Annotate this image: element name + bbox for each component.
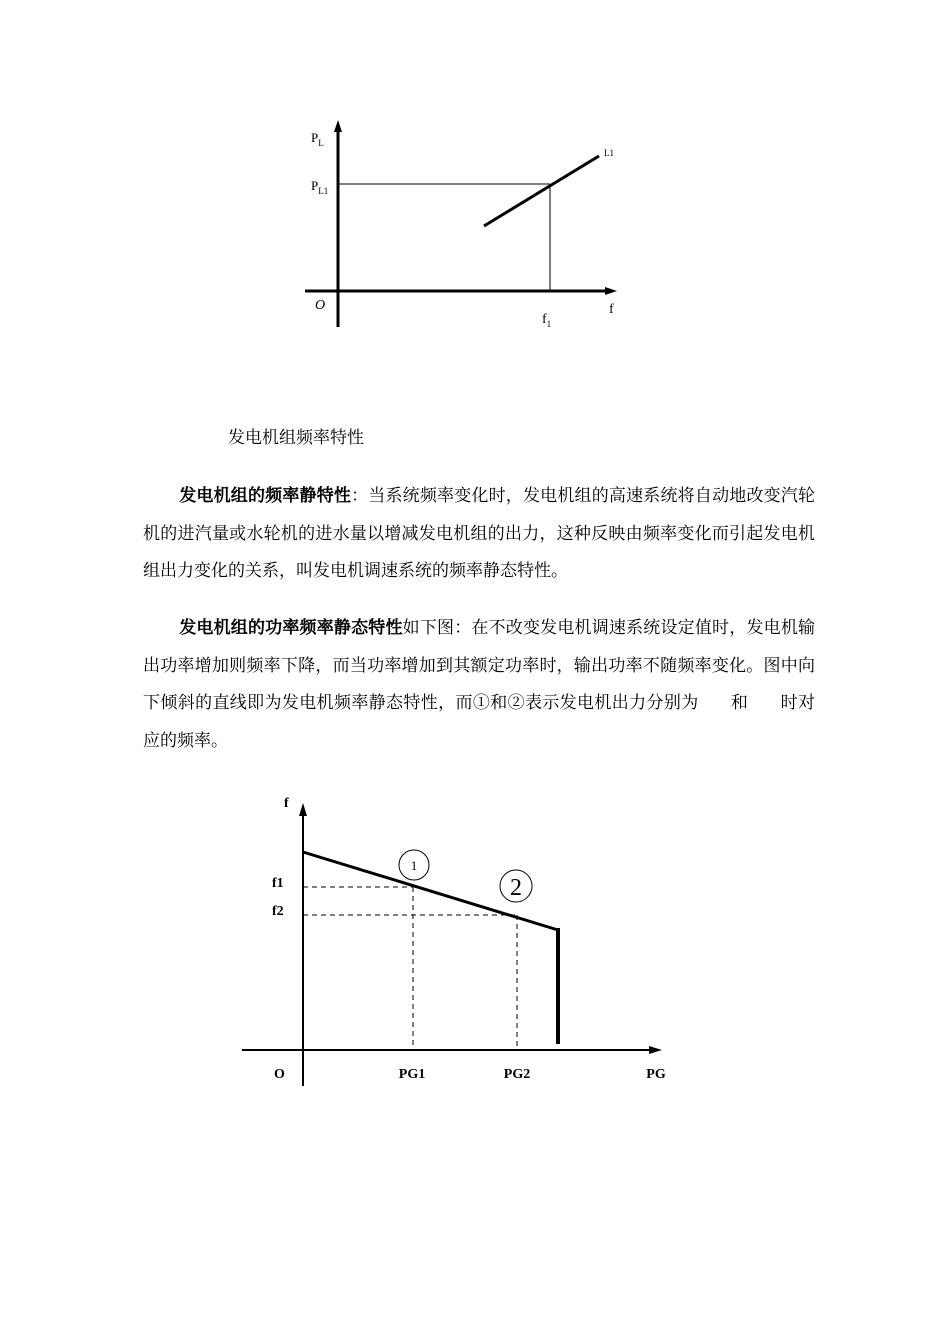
fig2-marker1-label: 1: [410, 858, 418, 873]
fig1-pl1-label: $P_{L1}$: [311, 178, 329, 196]
paragraph2-text-a: 如下图：在不改变发电机调速系统设定值时，发电机输出功率增加则频率下降，而当功率增加到其额定功率时，输出功率不随频率变化。图中向下倾斜的直线即为发电机频率静态特性，而①和②表示发电机出力分别为: [143, 618, 816, 713]
fig1-f1-label: $f_1$: [542, 312, 552, 329]
fig1-y-axis-label: $P_L$: [311, 130, 324, 148]
fig2-origin-label: O: [274, 1067, 285, 1082]
fig2-y-axis-label: f: [284, 796, 289, 811]
fig2-pg2-label: PG2: [503, 1067, 531, 1082]
figure1-caption: 发电机组频率特性: [228, 428, 364, 448]
fig2-x-arrow: [649, 1046, 662, 1054]
fig1-origin-label: O: [315, 298, 326, 313]
term-power-frequency: 发电机组的功率频率静态特性: [179, 618, 403, 638]
fig2-f1-label: f1: [272, 876, 284, 891]
fig2-x-axis-label: PG: [646, 1067, 666, 1082]
fig2-y-arrow: [299, 803, 307, 816]
fig2-pg1-label: PG1: [398, 1067, 426, 1082]
paragraph2-text-c: 时对应的频率。: [143, 693, 816, 751]
fig2-f2-label: f2: [272, 904, 284, 919]
paragraph1-text: ：当系统频率变化时，发电机组的高速系统将自动地改变汽轮机的进汽量或水轮机的进水量以增减发电机组的出力，这种反映由频率变化而引起发电机组出力变化的关系，叫发电机调速系统的频率静态特性。: [143, 486, 816, 581]
fig2-marker2-label: 2: [510, 875, 522, 901]
paragraph2-text-b: 和: [730, 693, 749, 713]
fig1-x-axis-label: f: [609, 302, 614, 317]
term-frequency-static: 发电机组的频率静特性: [179, 486, 352, 506]
fig1-line-label: L1: [604, 148, 614, 158]
